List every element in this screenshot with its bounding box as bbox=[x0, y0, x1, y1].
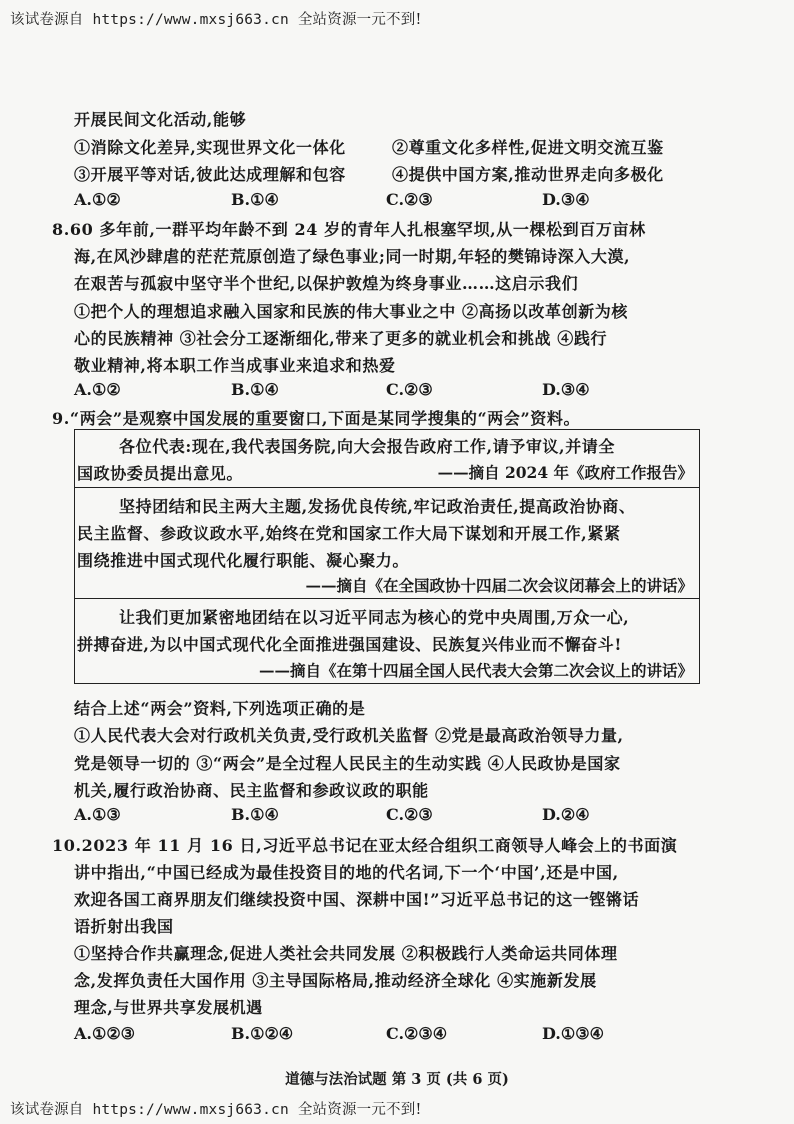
q9-option-d: D.②④ bbox=[542, 805, 590, 824]
q9-material-3-citation: ——摘自《在第十四届全国人民代表大会第二次会议上的讲话》 bbox=[258, 661, 693, 680]
q9-material-2-citation: ——摘自《在全国政协十四届二次会议闭幕会上的讲话》 bbox=[305, 576, 693, 595]
q10-line-6: 念,发挥负责任大国作用 ③主导国际格局,推动经济全球化 ④实施新发展 bbox=[74, 971, 597, 990]
q8-line-5: 心的民族精神 ③社会分工逐渐细化,带来了更多的就业机会和挑战 ④践行 bbox=[74, 329, 608, 348]
q8-line-6: 敬业精神,将本职工作当成事业来追求和热爱 bbox=[74, 356, 396, 375]
q8-option-a: A.①② bbox=[74, 380, 121, 399]
q10-option-d: D.①③④ bbox=[542, 1024, 604, 1043]
q10-line-7: 理念,与世界共享发展机遇 bbox=[74, 998, 263, 1017]
watermark-url[interactable]: https://www.mxsj663.cn bbox=[92, 12, 289, 28]
q8-line-2: 海,在风沙肆虐的茫茫荒原创造了绿色事业;同一时期,年轻的樊锦诗深入大漠, bbox=[74, 247, 631, 266]
q7-statement-2: ②尊重文化多样性,促进文明交流互鉴 bbox=[392, 138, 664, 157]
q7-option-a: A.①② bbox=[74, 190, 121, 209]
q9-question: 结合上述“两会”资料,下列选项正确的是 bbox=[74, 699, 366, 718]
q7-statement-4: ④提供中国方案,推动世界走向多极化 bbox=[392, 165, 664, 184]
watermark-url[interactable]: https://www.mxsj663.cn bbox=[92, 1102, 289, 1118]
q9-option-c: C.②③ bbox=[386, 805, 433, 824]
q9-material-3 bbox=[75, 599, 699, 683]
q9-option-a: A.①③ bbox=[74, 805, 121, 824]
q10-option-a: A.①②③ bbox=[74, 1024, 136, 1043]
top-watermark bbox=[10, 8, 421, 29]
page-footer: 道德与法治试题 第 3 页 (共 6 页) bbox=[285, 1071, 509, 1088]
q9-material-1-line-2: 国政协委员提出意见。 bbox=[77, 464, 244, 483]
q9-material-2-line-2: 民主监督、参政议政水平,始终在党和国家工作大局下谋划和开展工作,紧紧 bbox=[77, 524, 621, 543]
q7-option-d: D.③④ bbox=[542, 190, 590, 209]
q9-stem: 9.“两会”是观察中国发展的重要窗口,下面是某同学搜集的“两会”资料。 bbox=[52, 409, 581, 428]
q7-stem-tail: 开展民间文化活动,能够 bbox=[74, 110, 247, 129]
q10-line-2: 讲中指出,“中国已经成为最佳投资目的地的代名词,下一个‘中国’,还是中国, bbox=[74, 863, 619, 882]
q8-line-4: ①把个人的理想追求融入国家和民族的伟大事业之中 ②高扬以改革创新为核 bbox=[74, 302, 628, 321]
q9-option-b: B.①④ bbox=[231, 805, 279, 824]
watermark-prefix: 该试卷源自 bbox=[10, 12, 84, 28]
q7-statement-1: ①消除文化差异,实现世界文化一体化 bbox=[74, 138, 346, 157]
q9-material-2-line-3: 围绕推进中国式现代化履行职能、凝心聚力。 bbox=[77, 551, 410, 570]
q9-material-3-line-2: 拼搏奋进,为以中国式现代化全面推进强国建设、民族复兴伟业而不懈奋斗! bbox=[77, 635, 622, 654]
watermark-suffix: 全站资源一元不到! bbox=[297, 12, 422, 28]
q9-statements-line-2: 党是领导一切的 ③“两会”是全过程人民民主的生动实践 ④人民政协是国家 bbox=[74, 754, 621, 773]
q9-material-1 bbox=[75, 430, 699, 488]
q9-material-2-line-1: 坚持团结和民主两大主题,发扬优良传统,牢记政治责任,提高政治协商、 bbox=[119, 497, 636, 516]
q8-option-c: C.②③ bbox=[386, 380, 433, 399]
bottom-watermark bbox=[10, 1098, 421, 1119]
watermark-prefix: 该试卷源自 bbox=[10, 1102, 84, 1118]
q9-statements-line-3: 机关,履行政治协商、民主监督和参政议政的职能 bbox=[74, 781, 429, 800]
q9-material-1-citation: ——摘自 2024 年《政府工作报告》 bbox=[437, 463, 693, 482]
q10-line-3: 欢迎各国工商界朋友们继续投资中国、深耕中国!”习近平总书记的这一铿锵话 bbox=[74, 890, 640, 909]
watermark-suffix: 全站资源一元不到! bbox=[297, 1102, 422, 1118]
q7-statement-3: ③开展平等对话,彼此达成理解和包容 bbox=[74, 165, 346, 184]
q10-option-b: B.①②④ bbox=[231, 1024, 294, 1043]
q9-material-3-line-1: 让我们更加紧密地团结在以习近平同志为核心的党中央周围,万众一心, bbox=[119, 608, 630, 627]
q9-material-2 bbox=[75, 488, 699, 599]
q10-line-4: 语折射出我国 bbox=[74, 917, 174, 936]
q8-option-d: D.③④ bbox=[542, 380, 590, 399]
q10-line-5: ①坚持合作共赢理念,促进人类社会共同发展 ②积极践行人类命运共同体理 bbox=[74, 944, 618, 963]
q9-material-1-line-1: 各位代表:现在,我代表国务院,向大会报告政府工作,请予审议,并请全 bbox=[119, 437, 615, 456]
q7-option-b: B.①④ bbox=[231, 190, 279, 209]
q8-line-1: 8.60 多年前,一群平均年龄不到 24 岁的青年人扎根塞罕坝,从一棵松到百万亩林 bbox=[52, 220, 646, 239]
q10-option-c: C.②③④ bbox=[386, 1024, 448, 1043]
q9-statements-line-1: ①人民代表大会对行政机关负责,受行政机关监督 ②党是最高政治领导力量, bbox=[74, 726, 624, 745]
q8-line-3: 在艰苦与孤寂中坚守半个世纪,以保护敦煌为终身事业……这启示我们 bbox=[74, 274, 579, 293]
q9-materials-table bbox=[74, 429, 700, 684]
q7-option-c: C.②③ bbox=[386, 190, 433, 209]
q8-option-b: B.①④ bbox=[231, 380, 279, 399]
q10-line-1: 10.2023 年 11 月 16 日,习近平总书记在亚太经合组织工商领导人峰会上的书面演 bbox=[52, 836, 678, 855]
